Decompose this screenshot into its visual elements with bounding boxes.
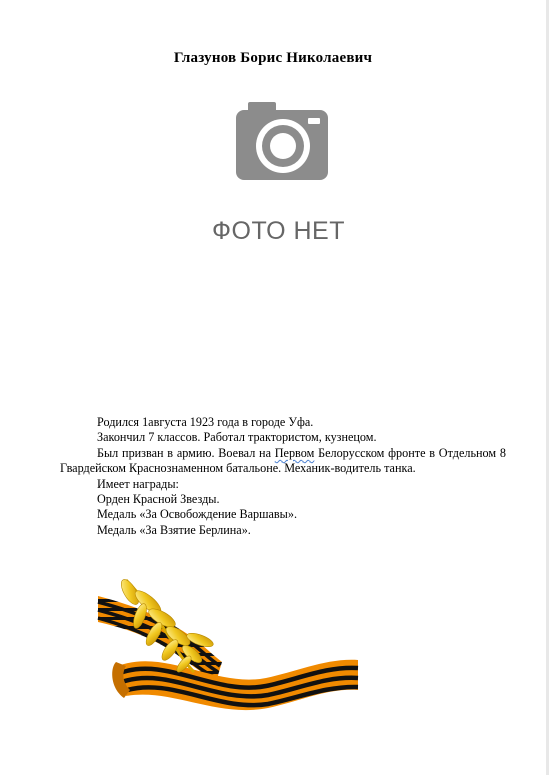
bio-line-education: Закончил 7 классов. Работал трактористом, кузнецом.	[97, 430, 377, 445]
biography	[60, 415, 506, 538]
photo-placeholder-label: ФОТО НЕТ	[212, 217, 345, 245]
award-item: Медаль «За Освобождение Варшавы».	[97, 507, 297, 522]
page-title: Глазунов Борис Николаевич	[173, 50, 373, 66]
spellcheck-underlined-word: Первом	[274, 445, 315, 460]
award-item: Медаль «За Взятие Берлина».	[97, 522, 251, 537]
st-george-ribbon-icon	[96, 578, 361, 718]
service-text-start: Был призван в армию. Воевал на	[97, 445, 275, 460]
photo-placeholder	[176, 80, 381, 265]
award-item: Орден Красной Звезды.	[97, 492, 220, 507]
bio-line-service	[60, 446, 506, 477]
awards-heading: Имеет награды:	[97, 476, 179, 491]
bio-line-birth: Родился 1августа 1923 года в городе Уфа.	[97, 415, 314, 429]
camera-icon	[176, 80, 381, 210]
service-text-end: Белорусском фронте в Отдельном 8 Гвардейском Краснознаменном батальоне. Механик-водитель танка.	[60, 445, 506, 476]
